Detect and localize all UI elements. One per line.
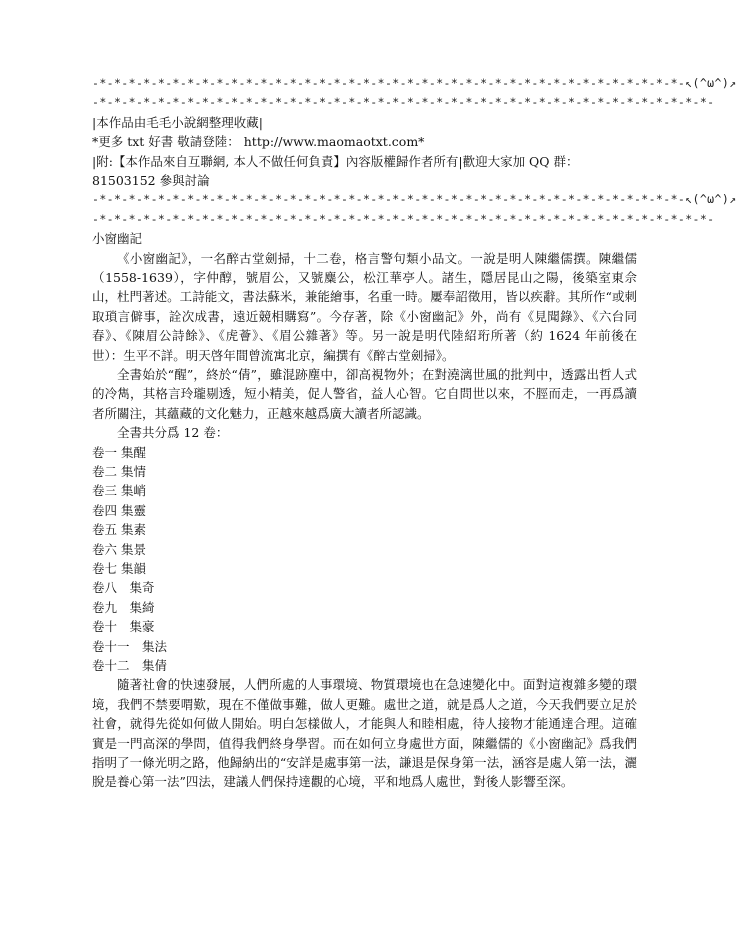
qq-group-notice: 81503152 參與討論 xyxy=(92,172,210,188)
chapter-item: 卷二 集情 xyxy=(92,463,146,479)
chapter-item: 卷四 集靈 xyxy=(92,502,146,518)
chapter-item: 卷十 集豪 xyxy=(92,619,155,635)
website-notice: *更多 txt 好書 敬請登陸： http://www.maomaotxt.com* xyxy=(92,134,425,150)
chapter-item: 卷一 集醒 xyxy=(92,444,146,460)
intro-paragraph: 《小窗幽記》，一名醉古堂劍掃，十二卷，格言警句類小品文。一說是明人陳繼儒撰。陳繼儒（1558-1639），字仲醇，號眉公，又號麋公，松江華亭人。諸生，隱居昆山之陽，後築室東佘山，杜門著述。工詩能文，書法蘇米，兼能繪事，名重一時。屢奉詔徵用，皆以疾辭。其所作“或刺取瑣言僻事，詮次成書，遠近競相購寫”。今存著，除《小窗幽記》外，尚有《見聞錄》、《六台同春》、《陳眉公詩餘》、《虎薈》、《眉公雜著》等。另一說是明代陸紹珩所著（約 1624 年前後在世）：生平不詳。明天啓年間曾流寓北京，編撰有《醉古堂劍掃》。 xyxy=(92,250,637,363)
separator-line: -*-*-*-*-*-*-*-*-*-*-*-*-*-*-*-*-*-*-*-*-*-*-*-*-*-*-*-*-*-*-*-*-*-*-*-*-*-*-*-*-*-*- xyxy=(92,211,715,226)
book-title: 小窗幽記 xyxy=(92,231,143,247)
chapter-item: 卷八 集奇 xyxy=(92,580,155,596)
summary-paragraph: 全書始於“醒”，終於“倩”，雖混跡塵中，卻高視物外；在對澆漓世風的批判中，透露出哲人式的冷雋，其格言玲瓏剔透，短小精美，促人警省，益人心智。它自問世以來，不脛而走，一再爲讀者所關注，其蘊藏的文化魅力，正越來越爲廣大讀者所認識。 xyxy=(92,366,637,421)
collection-notice: |本作品由毛毛小說網整理收藏| xyxy=(92,114,263,130)
chapter-item: 卷九 集綺 xyxy=(92,599,155,615)
chapter-item: 卷七 集韻 xyxy=(92,560,146,576)
chapter-item: 卷六 集景 xyxy=(92,541,146,557)
separator-line: -*-*-*-*-*-*-*-*-*-*-*-*-*-*-*-*-*-*-*-*-*-*-*-*-*-*-*-*-*-*-*-*-*-*-*-*-*-*-*-*-↖(^ω^)↗ xyxy=(92,76,736,90)
chapter-item: 卷三 集峭 xyxy=(92,483,146,499)
volume-count-paragraph: 全書共分爲 12 卷： xyxy=(117,425,229,441)
chapter-item: 卷五 集素 xyxy=(92,522,146,538)
closing-paragraph: 隨著社會的快速發展，人們所處的人事環境、物質環境也在急速變化中。面對這複雜多變的環境，我們不禁要喟歎，現在不僅做事難，做人更難。處世之道，就是爲人之道，今天我們要立足於社會，就得先從如何做人開始。明白怎樣做人，才能與人和睦相處，待人接物才能通達合理。這確實是一門高深的學問，值得我們終身學習。而在如何立身處世方面，陳繼儒的《小窗幽記》爲我們指明了一條光明之路，他歸納出的“安詳是處事第一法，謙退是保身第一法，涵容是處人第一法，灑脫是養心第一法”四法，建議人們保持達觀的心境，平和地爲人處世，對後人影響至深。 xyxy=(92,677,637,790)
chapter-item: 卷十二 集倩 xyxy=(92,657,168,673)
separator-line: -*-*-*-*-*-*-*-*-*-*-*-*-*-*-*-*-*-*-*-*-*-*-*-*-*-*-*-*-*-*-*-*-*-*-*-*-*-*-*-*-↖(^ω^)↗ xyxy=(92,192,736,207)
document-page xyxy=(92,74,736,792)
separator-line: -*-*-*-*-*-*-*-*-*-*-*-*-*-*-*-*-*-*-*-*-*-*-*-*-*-*-*-*-*-*-*-*-*-*-*-*-*-*-*-*-*-*- xyxy=(92,95,715,110)
chapter-list xyxy=(92,443,637,676)
chapter-item: 卷十一 集法 xyxy=(92,638,168,654)
copyright-notice: |附:【本作品來自互聯網, 本人不做任何負責】內容版權歸作者所有|歡迎大家加 QQ 群： xyxy=(92,153,579,169)
